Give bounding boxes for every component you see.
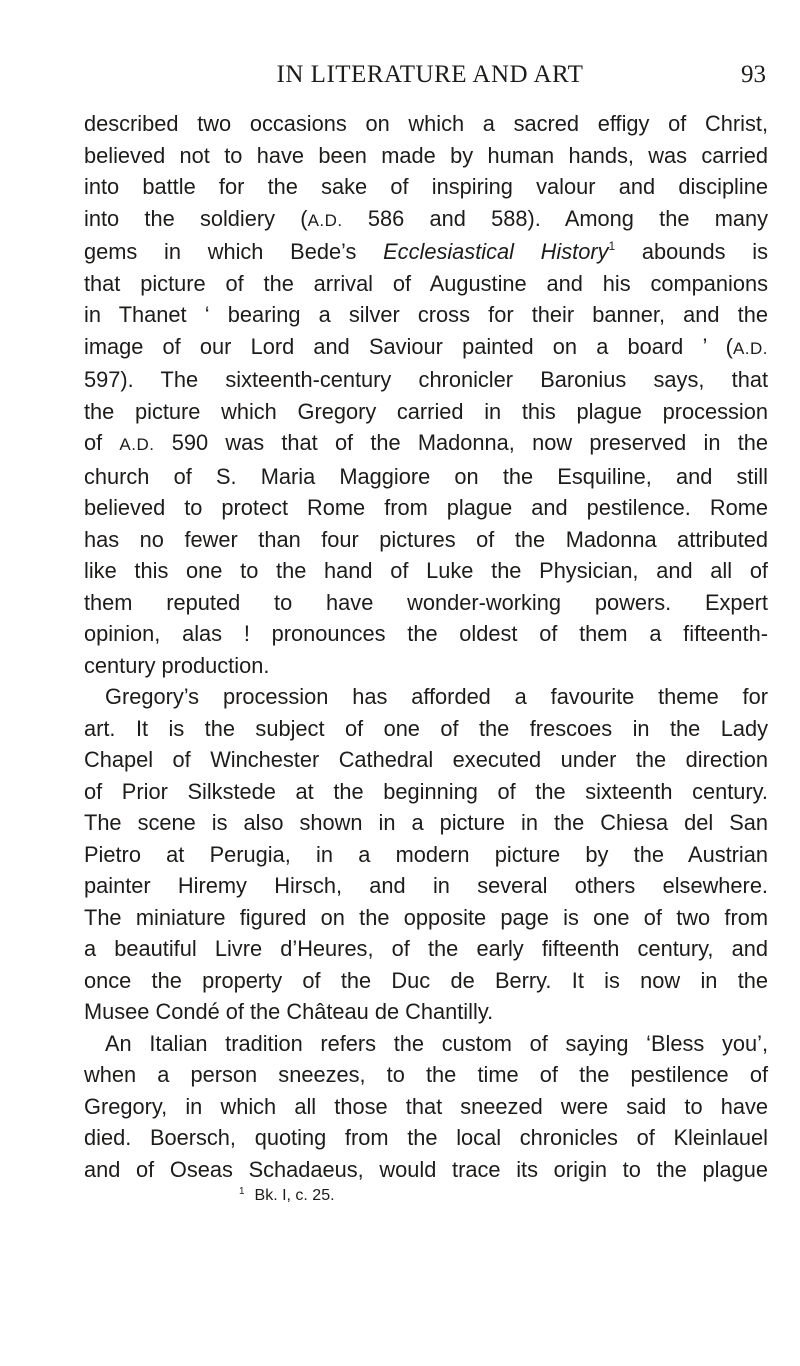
text-line: Gregory’s procession has afforded a favourite theme for	[105, 684, 768, 709]
text-line: painter Hiremy Hirsch, and in several others elsewhere.	[84, 873, 768, 898]
footnote-text: Bk. I, c. 25.	[254, 1187, 335, 1204]
text-line: the picture which Gregory carried in this plague procession	[84, 398, 768, 424]
text-line: 597). The sixteenth-century chronicler Baronius says, that	[84, 367, 768, 392]
era-abbreviation: A.D.	[732, 338, 768, 358]
text-line: believed not to have been made by human hands, was carried	[84, 142, 768, 168]
text-line: The scene is also shown in a picture in the Chiesa del San	[84, 810, 768, 835]
text-line: Musee Condé of the Château de Chantilly.	[84, 999, 494, 1024]
text-line: of Prior Silkstede at the beginning of the sixteenth century.	[84, 778, 768, 804]
era-abbreviation: A.D.	[119, 435, 155, 454]
text-line: like this one to the hand of Luke the Physician, and all of	[84, 558, 768, 583]
book-title: Ecclesiastical History	[383, 239, 609, 264]
text-line	[84, 203, 768, 237]
text-line: believed to protect Rome from plague and pestilence. Rome	[84, 495, 768, 520]
text-line: has no fewer than four pictures of the Madonna attributed	[84, 526, 768, 552]
text-segment: of	[84, 430, 120, 455]
era-abbreviation: A.D.	[307, 210, 343, 230]
footnote-reference: 1	[608, 239, 616, 254]
text-line: church of S. Maria Maggiore on the Esquiline, and still	[84, 463, 768, 489]
text-line: Pietro at Perugia, in a modern picture by the Austrian	[84, 841, 768, 867]
text-line: The miniature figured on the opposite page is one of two from	[84, 904, 768, 930]
text-segment: 590 was that of the Madonna, now preserved in the	[154, 430, 768, 455]
text-line: into battle for the sake of inspiring valour and discipline	[84, 174, 768, 199]
footnote	[84, 1185, 768, 1207]
text-line: Gregory, in which all those that sneezed were said to have	[84, 1093, 768, 1119]
text-line	[84, 427, 768, 461]
text-line: art. It is the subject of one of the frescoes in the Lady	[84, 715, 768, 741]
text-line: once the property of the Duc de Berry. It is now in the	[84, 967, 768, 993]
footnote-marker: 1	[239, 1186, 245, 1198]
text-line: Chapel of Winchester Cathedral executed under the direction	[84, 747, 768, 772]
text-segment: 586 and 588). Among the many	[342, 205, 768, 231]
text-line: An Italian tradition refers the custom of saying ‘Bless you’,	[105, 1030, 768, 1056]
text-line: when a person sneezes, to the time of the pestilence of	[84, 1062, 768, 1087]
text-line: opinion, alas ! pronounces the oldest of them a fifteenth-	[84, 621, 768, 646]
text-segment: abounds is	[615, 239, 769, 264]
text-line: century production.	[84, 652, 270, 678]
running-head	[94, 58, 766, 92]
text-line: died. Boersch, quoting from the local chronicles of Kleinlauel	[84, 1125, 768, 1150]
text-line: a beautiful Livre d’Heures, of the early fifteenth century, and	[84, 936, 768, 961]
body-text	[84, 108, 768, 1207]
text-line	[84, 236, 768, 268]
text-line: described two occasions on which a sacred effigy of Christ,	[84, 111, 768, 136]
running-title: IN LITERATURE AND ART	[276, 61, 584, 88]
text-segment: gems in which Bede’s	[84, 239, 384, 264]
text-line: them reputed to have wonder-working powers. Expert	[84, 589, 768, 615]
text-line	[84, 331, 768, 365]
text-line: that picture of the arrival of Augustine and his companions	[84, 270, 768, 296]
text-segment: into the soldiery (	[84, 205, 308, 231]
text-line: and of Oseas Schadaeus, would trace its origin to the plague	[84, 1156, 768, 1182]
page-number: 93	[741, 61, 766, 88]
text-line: in Thanet ‘ bearing a silver cross for their banner, and the	[84, 302, 768, 327]
text-segment: image of our Lord and Saviour painted on a board ’ (	[84, 333, 733, 359]
